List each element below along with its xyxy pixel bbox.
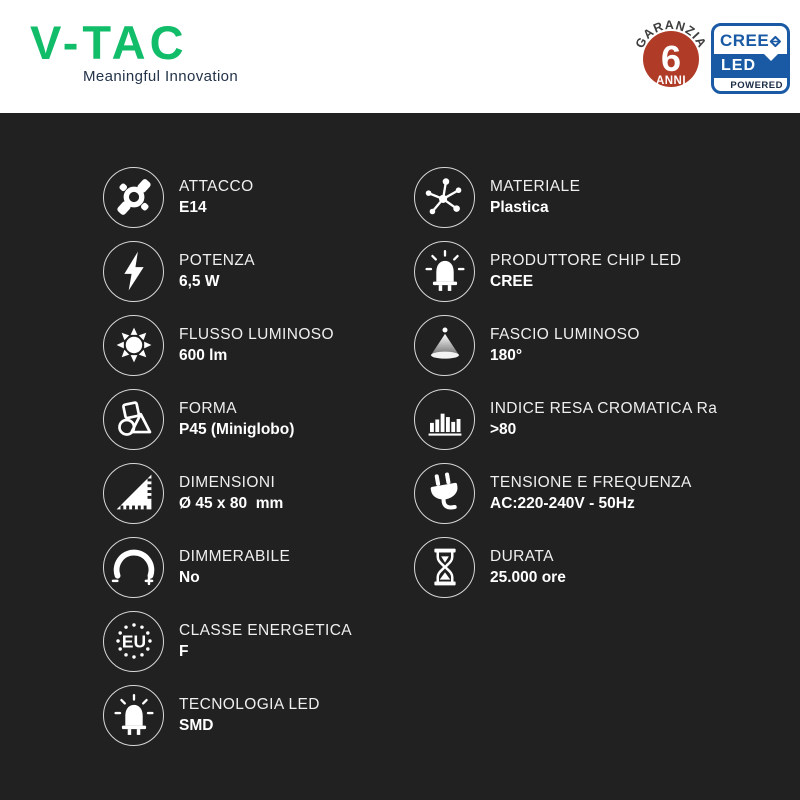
warranty-arc-text: GARANZIA — [633, 17, 710, 51]
spec-label: POTENZA — [179, 251, 256, 269]
spec-icon-circle — [103, 611, 164, 672]
spec-row — [103, 382, 352, 456]
spec-row — [414, 382, 717, 456]
spec-value: F — [179, 643, 189, 660]
eu-icon — [105, 612, 163, 670]
sun-icon — [105, 316, 163, 374]
spec-icon-circle — [103, 463, 164, 524]
spec-icon-circle — [103, 167, 164, 228]
spec-row — [103, 308, 352, 382]
molecule-icon — [416, 168, 474, 226]
led-icon — [416, 242, 474, 300]
spec-value: 6,5 W — [179, 273, 220, 290]
spec-row — [414, 160, 717, 234]
spec-icon-circle — [103, 389, 164, 450]
spec-icon-circle — [103, 685, 164, 746]
spec-label: CLASSE ENERGETICA — [179, 621, 353, 639]
vtac-logo — [30, 18, 238, 85]
spec-label: DIMENSIONI — [179, 473, 276, 491]
spec-row — [414, 234, 717, 308]
spec-value: SMD — [179, 717, 214, 734]
plug-icon — [416, 464, 474, 522]
spec-row — [414, 456, 717, 530]
spec-label: DIMMERABILE — [179, 547, 291, 565]
spec-row — [414, 530, 717, 604]
spec-label: PRODUTTORE CHIP LED — [490, 251, 682, 269]
dimmer-icon — [105, 538, 163, 596]
spec-label: FLUSSO LUMINOSO — [179, 325, 334, 343]
spec-icon-circle — [103, 241, 164, 302]
spec-icon-circle — [414, 537, 475, 598]
spec-column-left — [103, 160, 352, 752]
spec-panel — [0, 113, 800, 800]
spec-value: AC:220-240V - 50Hz — [490, 495, 635, 512]
spec-label: FORMA — [179, 399, 237, 417]
beam-icon — [416, 316, 474, 374]
spec-value: Plastica — [490, 199, 549, 216]
led-icon — [105, 686, 163, 744]
cree-led-text: LED — [721, 57, 756, 74]
cree-diamond-icon — [769, 33, 782, 50]
cree-led-badge — [711, 23, 790, 94]
vtac-logo-text: V-TAC — [30, 16, 188, 69]
spec-label: TECNOLOGIA LED — [179, 695, 320, 713]
spec-label: DURATA — [490, 547, 554, 565]
spec-value: 180° — [490, 347, 523, 364]
spec-value: 25.000 ore — [490, 569, 566, 586]
warranty-years-label: ANNI — [655, 75, 687, 87]
spec-value: P45 (Miniglobo) — [179, 421, 295, 438]
spec-label: ATTACCO — [179, 177, 254, 195]
spec-value: 600 lm — [179, 347, 228, 364]
hourglass-icon — [416, 538, 474, 596]
spec-column-right — [414, 160, 717, 604]
spec-value: >80 — [490, 421, 517, 438]
bolt-icon — [105, 242, 163, 300]
spec-icon-circle — [414, 389, 475, 450]
spec-icon-circle — [414, 167, 475, 228]
spec-icon-circle — [103, 537, 164, 598]
spec-row — [103, 678, 352, 752]
spec-value: No — [179, 569, 200, 586]
vtac-tagline: Meaningful Innovation — [83, 68, 239, 86]
spec-label: FASCIO LUMINOSO — [490, 325, 640, 343]
bars-icon — [416, 390, 474, 448]
ruler-icon — [105, 464, 163, 522]
spec-row — [103, 456, 352, 530]
spec-row — [103, 604, 352, 678]
header — [0, 0, 800, 113]
spec-row — [414, 308, 717, 382]
spec-icon-circle — [414, 463, 475, 524]
spec-row — [103, 160, 352, 234]
warranty-badge — [633, 6, 711, 106]
spec-icon-circle — [414, 315, 475, 376]
spec-row — [103, 530, 352, 604]
spec-value: Ø 45 x 80 mm — [179, 495, 284, 512]
spec-label: INDICE RESA CROMATICA Ra — [490, 399, 718, 417]
spec-row — [103, 234, 352, 308]
shapes-icon — [105, 390, 163, 448]
cree-band-notch — [764, 54, 778, 61]
socket-icon — [105, 168, 163, 226]
cree-brand-text: CREE — [720, 31, 770, 50]
warranty-years: 6 — [660, 38, 682, 79]
spec-icon-circle — [414, 241, 475, 302]
spec-label: MATERIALE — [490, 177, 581, 195]
cree-powered-text: POWERED — [730, 80, 783, 91]
spec-label: TENSIONE E FREQUENZA — [490, 473, 692, 491]
spec-value: CREE — [490, 273, 534, 290]
spec-value: E14 — [179, 199, 207, 216]
spec-icon-circle — [103, 315, 164, 376]
